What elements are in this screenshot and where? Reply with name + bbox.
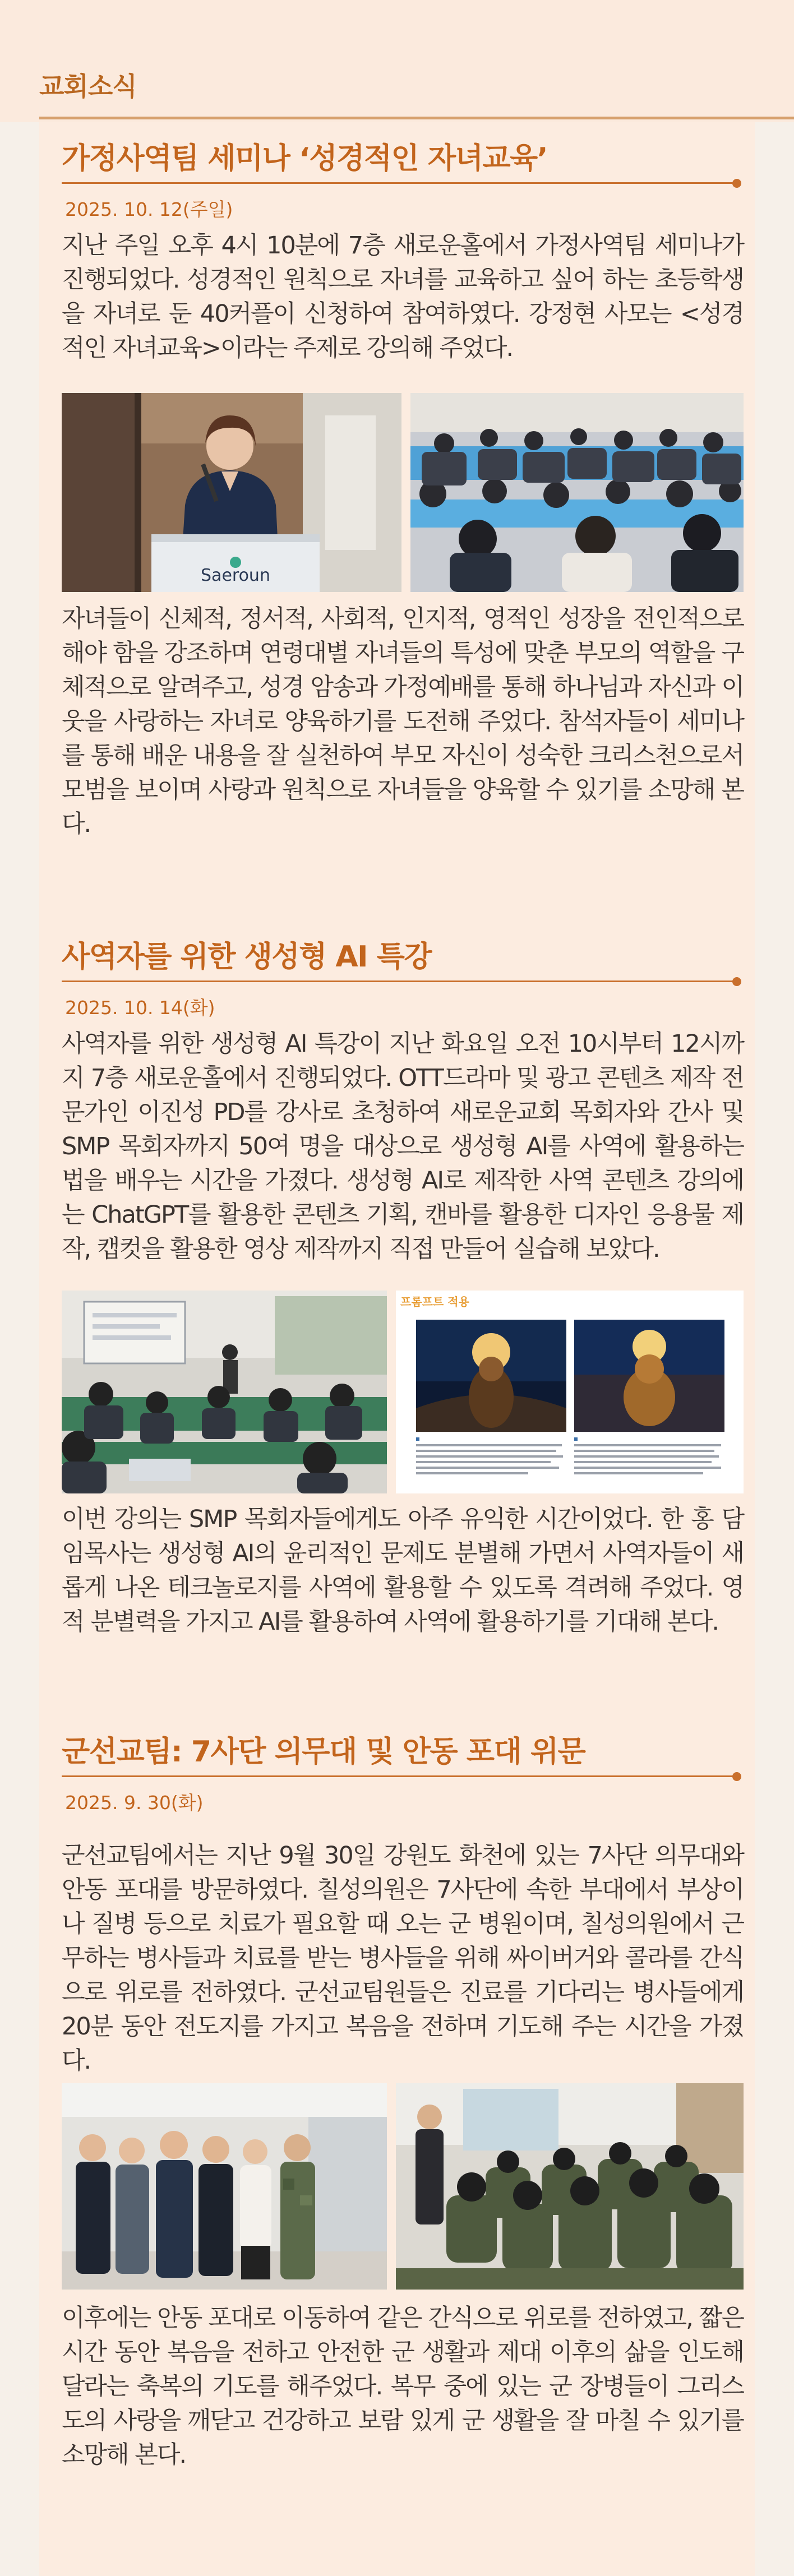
title-divider: [62, 182, 735, 184]
article-title: 군선교팀: 7사단 의무대 및 안동 포대 위문: [62, 1735, 585, 1769]
article-paragraph: 군선교팀에서는 지난 9월 30일 강원도 화천에 있는 7사단 의무대와 안동 포대를 방문하였다. 칠성의원은 7사단에 속한 부대에서 부상이나 질병 등으로 치료가 필요할 때 오는 군 병원이며, 칠성의원에서 근무하는 병사들과 치료를 받는 병사들을 위해 싸이버거와 콜라를 간식으로 위로를 전하였다. 군선교팀원들은 진료를 기다리는 병사들에게 20분 동안 전도지를 가지고 복음을 전하며 기도해 주는 시간을 가졌다.: [62, 1842, 744, 2075]
article-title: 사역자를 위한 생성형 AI 특강: [62, 940, 432, 974]
divider-dot: [732, 977, 741, 986]
title-divider: [62, 1775, 735, 1777]
divider-dot: [732, 179, 741, 188]
team-group-photo: [62, 2083, 387, 2290]
prompt-slide-image: [396, 1291, 744, 1493]
article-title: 가정사역팀 세미나 ‘성경적인 자녀교육’: [62, 142, 548, 175]
header-divider: [39, 117, 794, 119]
content-panel: [39, 122, 755, 2576]
article-date: 2025. 9. 30(화): [65, 1792, 204, 1814]
article-paragraph: 사역자를 위한 생성형 AI 특강이 지난 화요일 오전 10시부터 12시까지 7층 새로운홀에서 진행되었다. OTT드라마 및 광고 콘텐츠 제작 전문가인 이진성 PD를 강사로 초청하여 새로운교회 목회자와 간사 및 SMP 목회자까지 50여 명을 대상으로 생성형 AI를 사역에 활용하는 법을 배우는 시간을 가졌다. 생성형 AI로 제작한 사역 콘텐츠 강의에는 ChatGPT를 활용한 콘텐츠 기획, 캔바를 활용한 디자인 응용물 제작, 캡컷을 활용한 영상 제작까지 직접 만들어 실습해 보았다.: [62, 1030, 744, 1263]
audience-photo: [410, 393, 744, 592]
divider-dot: [732, 1772, 741, 1781]
slide-tag: 프롬프트 적용: [400, 1295, 469, 1308]
speaker-photo: [62, 393, 401, 592]
page-header: [0, 0, 794, 122]
article-paragraph: 이번 강의는 SMP 목회자들에게도 아주 유익한 시간이었다. 한 홍 담임목사는 생성형 AI의 윤리적인 문제도 분별해 가면서 사역자들이 새롭게 나온 테크놀로지를 사역에 활용할 수 있도록 격려해 주었다. 영적 분별력을 가지고 AI를 활용하여 사역에 활용하기를 기대해 본다.: [62, 1505, 744, 1636]
title-divider: [62, 981, 735, 982]
podium-logo-text: Saeroun: [201, 566, 270, 585]
article-paragraph: 자녀들이 신체적, 정서적, 사회적, 인지적, 영적인 성장을 전인적으로 해야 함을 강조하며 연령대별 자녀들의 특성에 맞춘 부모의 역할을 구체적으로 알려주고, 성경 암송과 가정예배를 통해 하나님과 자신과 이웃을 사랑하는 자녀로 양육하기를 도전해 주었다. 참석자들이 세미나를 통해 배운 내용을 잘 실천하여 부모 자신이 성숙한 크리스천으로서 모범을 보이며 사랑과 원칙으로 자녀들을 양육할 수 있기를 소망해 본다.: [62, 605, 744, 838]
article-paragraph: 이후에는 안동 포대로 이동하여 같은 간식으로 위로를 전하였고, 짧은 시간 동안 복음을 전하고 안전한 군 생활과 제대 이후의 삶을 인도해 달라는 축복의 기도를 해주었다. 복무 중에 있는 군 장병들이 그리스도의 사랑을 깨닫고 건강하고 보람 있게 군 생활을 잘 마칠 수 있기를 소망해 본다.: [62, 2304, 744, 2469]
page-title: 교회소식: [39, 71, 137, 101]
article-paragraph: 지난 주일 오후 4시 10분에 7층 새로운홀에서 가정사역팀 세미나가 진행되었다. 성경적인 원칙으로 자녀를 교육하고 싶어 하는 초등학생을 자녀로 둔 40커플이 신청하여 참여하였다. 강정현 사모는 <성경적인 자녀교육>이라는 주제로 강의해 주었다.: [62, 232, 744, 362]
article-date: 2025. 10. 12(주일): [65, 198, 233, 220]
article-date: 2025. 10. 14(화): [65, 997, 215, 1019]
lecture-room-photo: [62, 1291, 387, 1493]
soldiers-photo: [396, 2083, 744, 2290]
